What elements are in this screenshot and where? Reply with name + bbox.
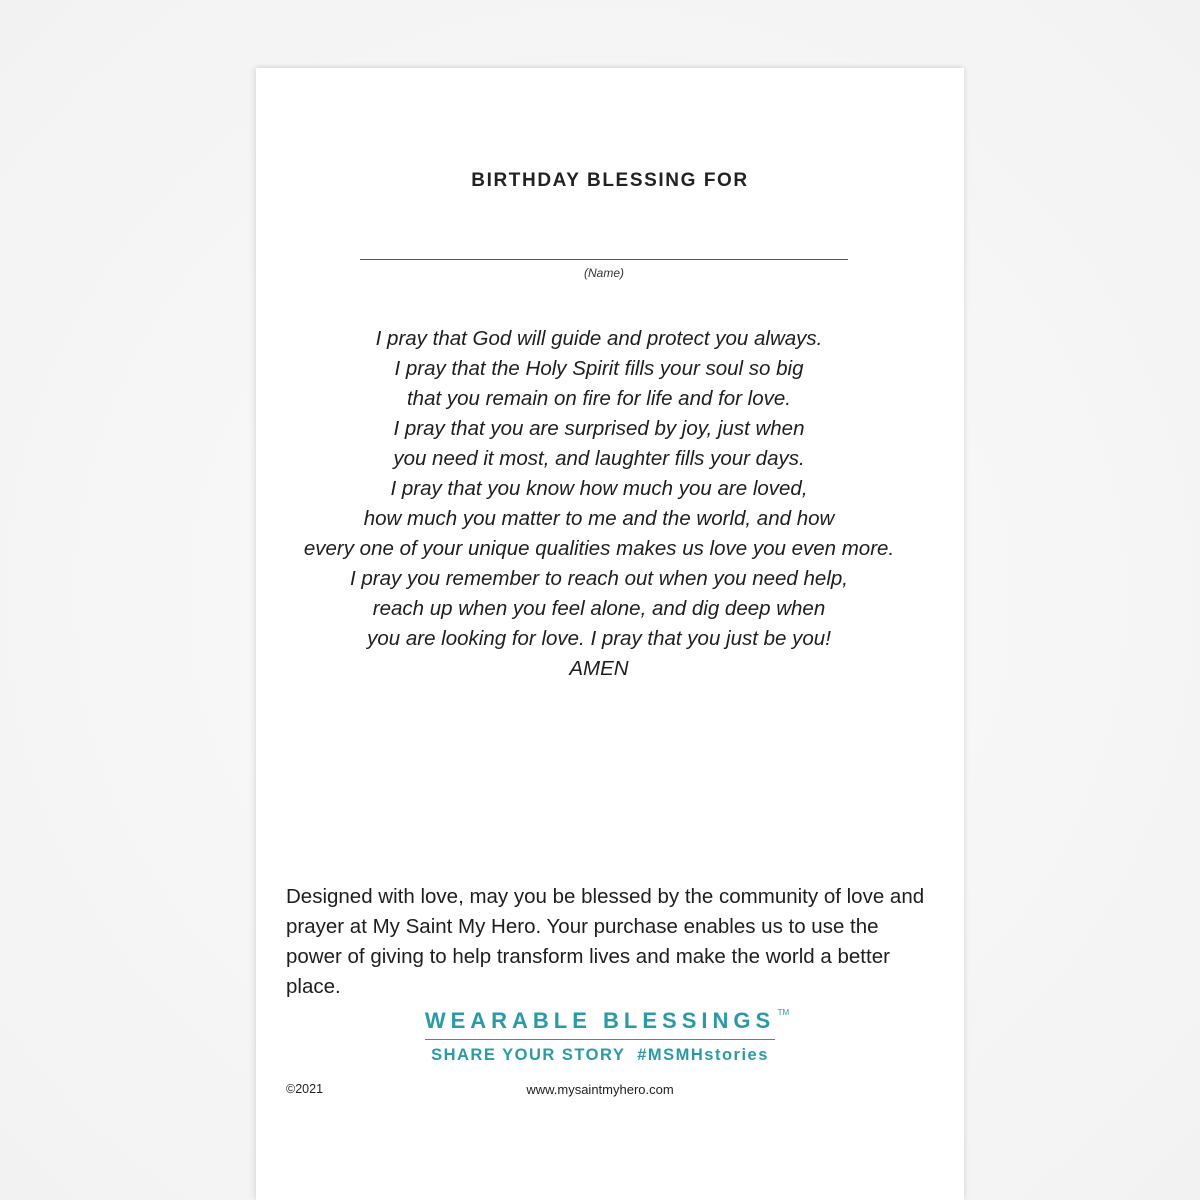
prayer-line: I pray that the Holy Spirit fills your soul so big [394,357,804,380]
prayer-line: reach up when you feel alone, and dig deep when [372,597,826,620]
prayer-line: how much you matter to me and the world, and how [363,507,835,530]
prayer-line: I pray that you know how much you are loved, [390,477,808,500]
brand-title-text: WEARABLE BLESSINGS [424,1008,776,1033]
prayer-line: you are looking for love. I pray that you just be you! [367,627,831,650]
prayer-line: that you remain on fire for life and for love. [406,387,791,410]
brand-block [256,1008,944,1065]
prayer-amen: AMEN [569,657,629,680]
prayer-line: you need it most, and laughter fills your days. [393,447,805,470]
prayer-line: I pray that God will guide and protect you always. [375,327,823,350]
prayer-line: every one of your unique qualities makes us love you even more. [303,537,895,560]
brand-tagline: SHARE YOUR STORY #MSMHstories [431,1046,769,1064]
name-blank-line [360,259,848,260]
card-heading: BIRTHDAY BLESSING FOR [471,170,749,191]
prayer-text [256,324,942,684]
website-url: www.mysaintmyhero.com [526,1082,674,1097]
about-paragraph: Designed with love, may you be blessed by the community of love and prayer at My Saint My Hero. Your purchase enables us to use the power of giving to help transform lives and make the world a better place. [286,885,925,998]
blessing-card [256,68,964,1200]
copyright-text: ©2021 [286,1082,324,1096]
trademark-mark: TM [777,1008,790,1017]
name-hint-label: (Name) [583,266,624,280]
brand-logo-title [424,1008,790,1040]
prayer-line: I pray that you are surprised by joy, just when [393,417,805,440]
prayer-line: I pray you remember to reach out when you need help, [350,567,848,590]
